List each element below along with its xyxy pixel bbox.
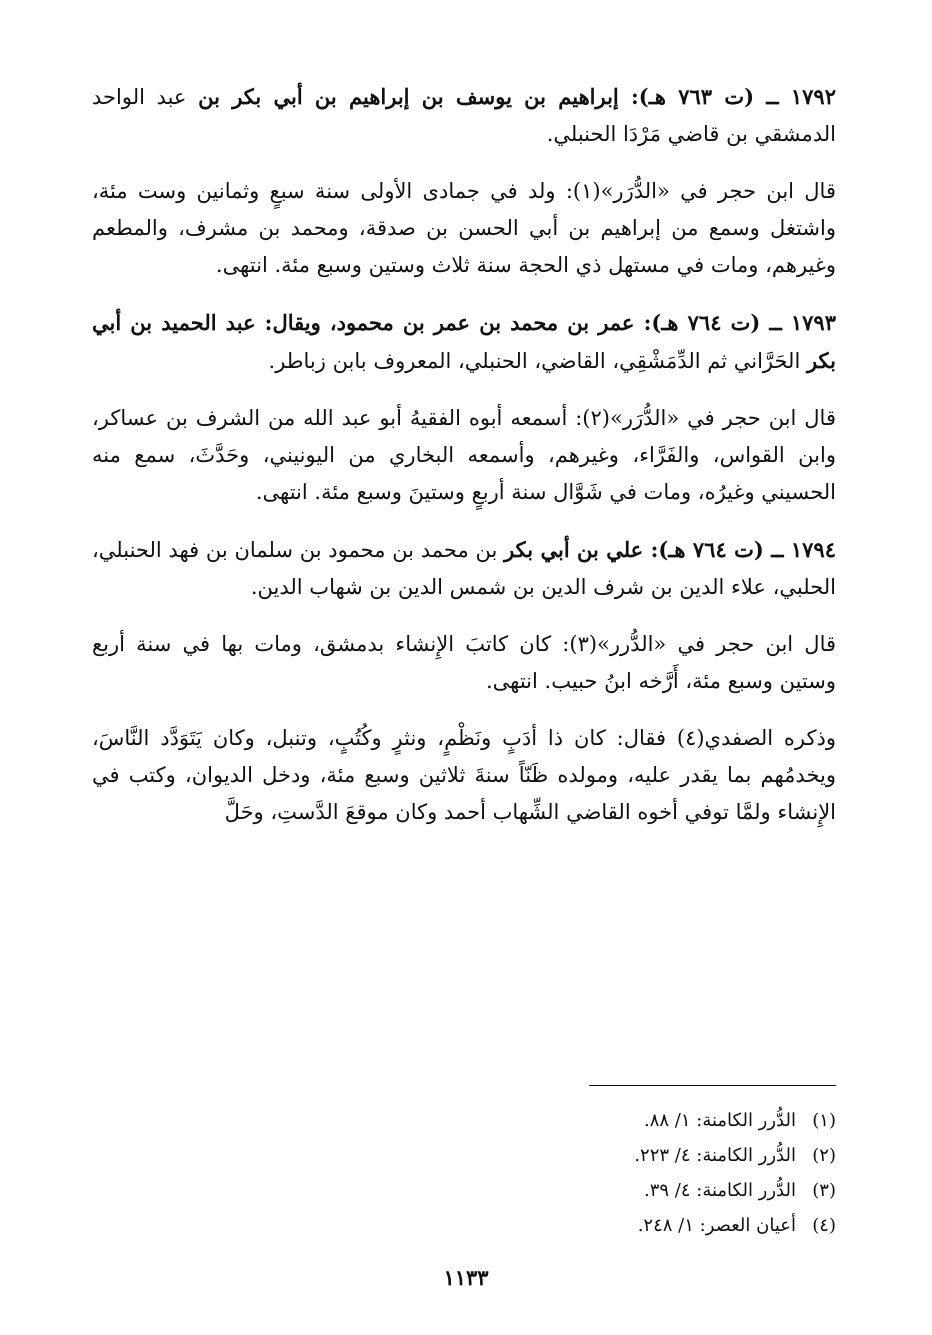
footnote-separator bbox=[589, 1085, 836, 1086]
paragraph: قال ابن حجر في «الدُّرر»(٣): كان كاتبَ الإِنشاء بدمشق، ومات بها في سنة أربع وستين وسبع مئة، أَرَّخه ابنُ حبيب. انتهى. bbox=[92, 632, 837, 693]
entry-1793 bbox=[92, 304, 836, 380]
entry-body: بن محمد بن محمود بن سلمان بن فهد الحنبلي، الحلبي، علاء الدين بن شرف الدين بن شمس الدين بن شهاب الدين. bbox=[92, 538, 836, 599]
footnote-text: الدُّرر الكامنة: ٤/ ٢٢٣. bbox=[634, 1145, 796, 1166]
page-number: ١١٣٣ bbox=[443, 1265, 489, 1290]
footnote-number: (١) bbox=[812, 1110, 836, 1131]
entry-body: عبد الواحد الدمشقي بن قاضي مَرْدَا الحنبلي. bbox=[92, 85, 836, 146]
footnote bbox=[436, 1138, 836, 1173]
footnote-number: (٢) bbox=[812, 1145, 836, 1166]
paragraph: قال ابن حجر في «الدُّرَر»(١): ولد في جمادى الأولى سنة سبعٍ وثمانين وست مئة، واشتغل وسمع من إبراهيم بن أبي الحسن بن صدقة، ومحمد بن مشرف، والمطعم وغيرهم، ومات في مستهل ذي الحجة سنة ثلاث وستين وسبع مئة. انتهى. bbox=[92, 179, 836, 277]
entry-heading: ١٧٩٤ ــ (ت ٧٦٤ هـ): علي بن أبي بكر bbox=[504, 537, 836, 562]
footnote-text: أعيان العصر: ١/ ٢٤٨. bbox=[637, 1215, 796, 1236]
footnote-number: (٤) bbox=[812, 1215, 836, 1236]
page-body bbox=[92, 78, 836, 831]
entry-body: الحَرَّاني ثم الدِّمَشْقِي، القاضي، الحنبلي، المعروف بابن زباطر. bbox=[268, 349, 801, 373]
footnote bbox=[436, 1173, 836, 1208]
footnote-text: الدُّرر الكامنة: ٤/ ٣٩. bbox=[643, 1180, 796, 1201]
entry-1794 bbox=[92, 531, 836, 606]
paragraph: وذكره الصفدي(٤) فقال: كان ذا أدَبٍ ونَظْمٍ، ونثرٍ وكُتُبٍ، وتنبل، وكان يَتَوَدَّد النَّاسَ، ويخدمُهم بما يقدر عليه، ومولده ظَنّاً سنةَ ثلاثين وسبع مئة، ودخل الديوان، وكتب في الإِنشاء ولمَّا توفي أخوه القاضي الشِّهاب أحمد وكان موقعَ الدَّستِ، وحَلَّ bbox=[92, 726, 836, 824]
entry-heading: ١٧٩٣ ــ (ت ٧٦٤ هـ): عمر بن محمد بن عمر بن محمود، ويقال: عبد الحميد بن أبي بكر bbox=[92, 310, 836, 373]
footnote bbox=[436, 1208, 836, 1243]
entry-heading: ١٧٩٢ ــ (ت ٧٦٣ هـ): إبراهيم بن يوسف بن إبراهيم بن أبي بكر بن bbox=[198, 84, 836, 109]
footnotes bbox=[436, 1103, 836, 1243]
footnote-number: (٣) bbox=[812, 1180, 836, 1201]
footnote bbox=[436, 1103, 836, 1138]
entry-1792 bbox=[92, 78, 836, 153]
paragraph: قال ابن حجر في «الدُّرَر»(٢): أسمعه أبوه الفقيهُ أبو عبد الله من الشرف بن عساكر، وابن القواس، والفَرَّاء، وغيرهم، وأسمعه البخاري من اليونيني، وحَدَّثَ، سمع منه الحسيني وغيرُه، ومات في شَوَّال سنة أربعٍ وستينَ وسبع مئة. انتهى. bbox=[92, 406, 836, 504]
footnote-text: الدُّرر الكامنة: ١/ ٨٨. bbox=[643, 1110, 796, 1131]
